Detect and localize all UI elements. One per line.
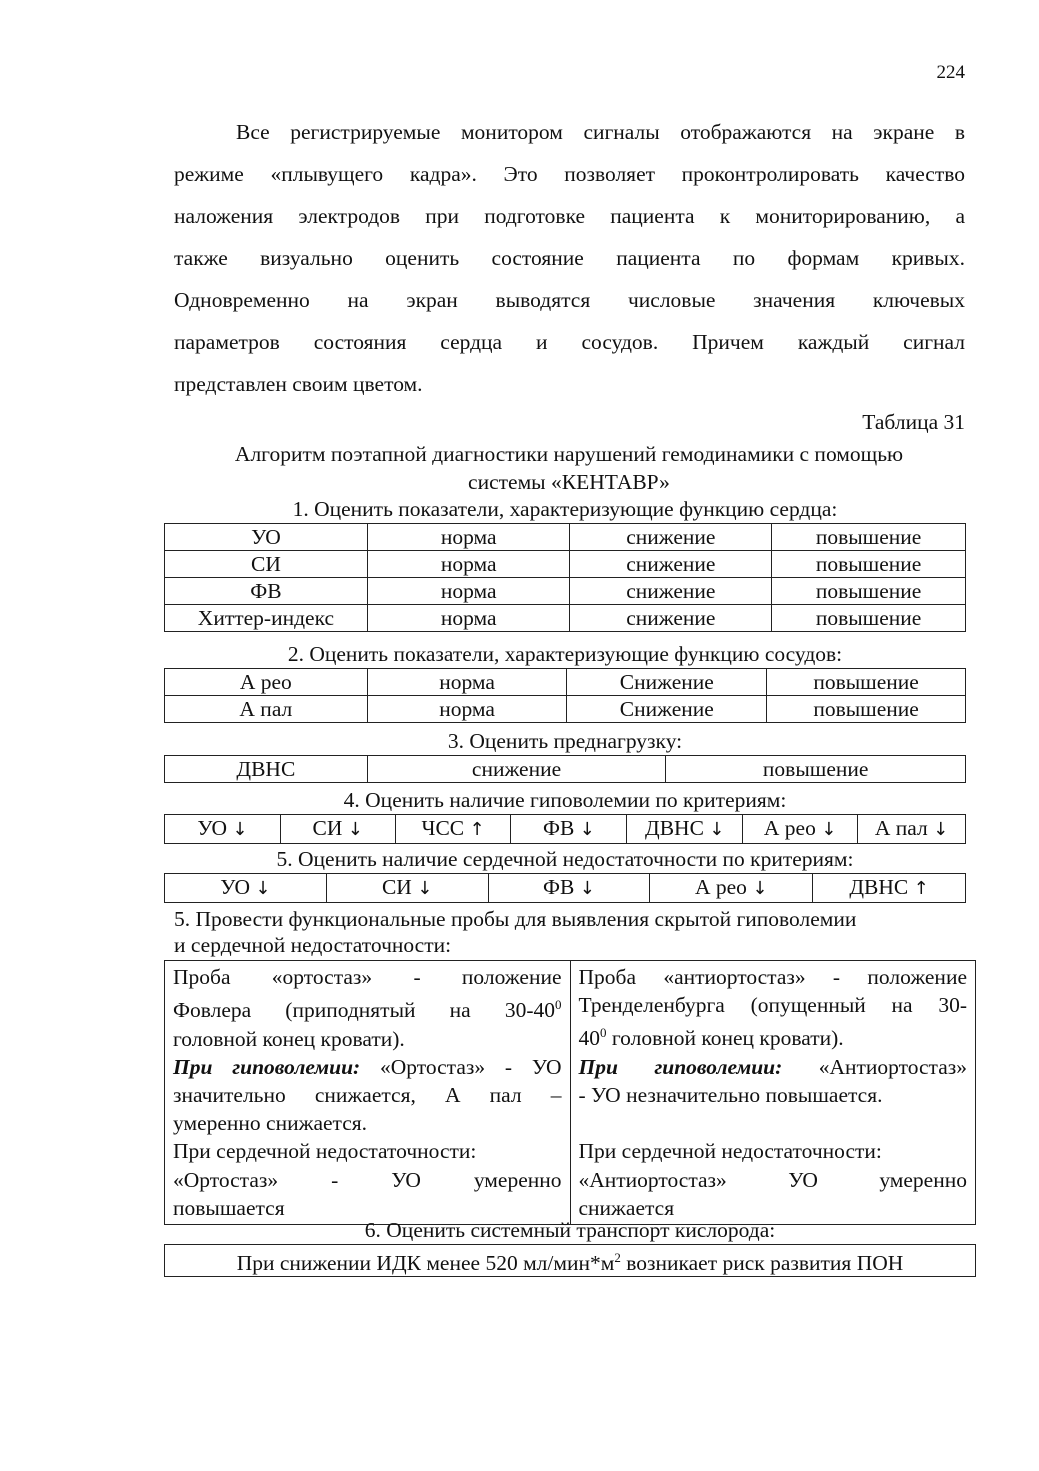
table-row bbox=[165, 524, 966, 551]
probe-line: «Ортостаз» - УО умеренно bbox=[173, 1167, 562, 1192]
probe-line: головной конец кровати). bbox=[173, 1026, 405, 1051]
probe-text: «Антиортостаз» bbox=[782, 1054, 967, 1079]
intro-line: наложения электродов при подготовке пациента к мониторированию, а bbox=[174, 204, 965, 228]
probe-line: При сердечной недостаточности: bbox=[578, 1139, 882, 1164]
table-cell bbox=[488, 874, 650, 903]
table-cell bbox=[743, 815, 858, 844]
table-cell: Снижение bbox=[567, 669, 767, 696]
intro-line: Все регистрируемые монитором сигналы отображаются на экране в bbox=[236, 120, 965, 144]
table-cell: норма bbox=[367, 669, 567, 696]
table-cell: норма bbox=[367, 605, 570, 632]
table-cell bbox=[165, 815, 281, 844]
table-title-line: Алгоритм поэтапной диагностики нарушений гемодинамики с помощью bbox=[234, 442, 904, 466]
step5b-heading-line: и сердечной недостаточности: bbox=[174, 933, 452, 957]
probe-line bbox=[173, 1053, 562, 1081]
probe-line: снижается bbox=[578, 1195, 675, 1220]
table-row bbox=[165, 815, 966, 844]
arrow-down-icon: ↓ bbox=[579, 878, 595, 899]
arrow-down-icon: ↓ bbox=[821, 819, 837, 840]
intro-paragraph bbox=[174, 111, 965, 405]
step2-heading: 2. Оценить показатели, характеризующие функцию сосудов: bbox=[287, 642, 843, 666]
table-row bbox=[165, 1245, 976, 1277]
page-number: 224 bbox=[936, 62, 965, 83]
probe-text: головной конец кровати). bbox=[606, 1026, 844, 1051]
table-cell: повышение bbox=[767, 669, 966, 696]
table-cell: снижение bbox=[570, 578, 772, 605]
hypovolemia-label: При гиповолемии: bbox=[173, 1054, 361, 1079]
table-cell: норма bbox=[367, 578, 570, 605]
degree-sup: 0 bbox=[600, 1025, 607, 1041]
table-cell bbox=[858, 815, 966, 844]
table-row bbox=[165, 605, 966, 632]
table-cell: СИ bbox=[165, 551, 368, 578]
probe-line bbox=[173, 991, 562, 1024]
intro-line: также визуально оценить состояние пациента по формам кривых. bbox=[174, 246, 965, 270]
table-cell: А пал bbox=[165, 696, 368, 723]
step1-heading: 1. Оценить показатели, характеризующие функцию сердца: bbox=[292, 497, 838, 521]
table-cell bbox=[813, 874, 966, 903]
intro-line: Одновременно на экран выводятся числовые значения ключевых bbox=[174, 288, 965, 312]
criterion-label: СИ bbox=[381, 875, 412, 899]
table-cell: повышение bbox=[666, 756, 966, 783]
table-row bbox=[165, 961, 976, 1225]
probe-line bbox=[579, 1053, 968, 1081]
step1-table bbox=[164, 523, 966, 632]
criterion-label: А рео bbox=[763, 816, 816, 840]
step4-heading: 4. Оценить наличие гиповолемии по критериям: bbox=[343, 788, 787, 812]
probe-line: Проба «ортостаз» - положение bbox=[173, 965, 562, 989]
table-cell bbox=[627, 815, 743, 844]
table-cell: А рео bbox=[165, 669, 368, 696]
probe-line: «Антиортостаз» УО умеренно bbox=[578, 1167, 967, 1192]
criterion-label: СИ bbox=[312, 816, 343, 840]
table-cell: Снижение bbox=[567, 696, 767, 723]
hypovolemia-label: При гиповолемии: bbox=[578, 1054, 783, 1079]
arrow-down-icon: ↓ bbox=[709, 819, 725, 840]
step6-text: При снижении ИДК менее 520 мл/мин*м bbox=[236, 1251, 615, 1276]
criterion-label: ФВ bbox=[542, 816, 575, 840]
step4-table bbox=[164, 814, 966, 844]
step5b-heading bbox=[174, 906, 964, 958]
table-cell: норма bbox=[367, 696, 567, 723]
table-cell: повышение bbox=[772, 605, 966, 632]
criterion-label: ЧСС bbox=[421, 816, 465, 840]
criterion-label: УО bbox=[197, 816, 227, 840]
probe-line: повышается bbox=[173, 1195, 285, 1220]
probe-line: При сердечной недостаточности: bbox=[173, 1139, 477, 1164]
arrow-down-icon: ↓ bbox=[752, 878, 768, 899]
probe-text: 40 bbox=[578, 1026, 600, 1051]
probe-line: Тренделенбурга (опущенный на 30- bbox=[578, 993, 967, 1018]
arrow-down-icon: ↓ bbox=[417, 878, 433, 899]
step3-table bbox=[164, 755, 966, 783]
probe-text: «Ортостаз» - УО bbox=[360, 1054, 562, 1079]
criterion-label: ФВ bbox=[543, 875, 575, 899]
arrow-down-icon: ↓ bbox=[255, 878, 271, 899]
table-cell: снижение bbox=[570, 524, 772, 551]
probe-table bbox=[164, 960, 976, 1225]
table-row bbox=[165, 578, 966, 605]
probe-text: Фовлера (приподнятый на 30-40 bbox=[173, 998, 555, 1023]
step2-table bbox=[164, 668, 966, 723]
table-cell: Хиттер-индекс bbox=[165, 605, 368, 632]
table-cell: ДВНС bbox=[165, 756, 368, 783]
probe-line: значительно снижается, А пал – bbox=[173, 1082, 562, 1107]
arrow-down-icon: ↓ bbox=[347, 819, 363, 840]
table-cell: снижение bbox=[570, 605, 772, 632]
criterion-label: ДВНС bbox=[645, 816, 704, 840]
criterion-label: УО bbox=[220, 875, 250, 899]
criterion-label: ДВНС bbox=[849, 875, 909, 899]
table-cell bbox=[395, 815, 511, 844]
table-row bbox=[165, 669, 966, 696]
table-cell bbox=[165, 874, 327, 903]
degree-sup: 0 bbox=[555, 997, 562, 1013]
table-row bbox=[165, 874, 966, 903]
step3-heading: 3. Оценить преднагрузку: bbox=[447, 729, 683, 753]
intro-line: параметров состояния сердца и сосудов. Причем каждый сигнал bbox=[174, 330, 965, 354]
table-cell: снижение bbox=[570, 551, 772, 578]
table-cell bbox=[511, 815, 627, 844]
blank-line bbox=[579, 1109, 968, 1137]
step6-heading: 6. Оценить системный транспорт кислорода: bbox=[364, 1218, 776, 1242]
arrow-down-icon: ↓ bbox=[933, 819, 949, 840]
probe-line: Проба «антиортостаз» - положение bbox=[578, 965, 967, 989]
table-cell: ФВ bbox=[165, 578, 368, 605]
table-cell: повышение bbox=[767, 696, 966, 723]
table-cell: норма bbox=[367, 524, 570, 551]
table-title-line: системы «КЕНТАВР» bbox=[468, 470, 670, 494]
criterion-label: А рео bbox=[694, 875, 747, 899]
table-number: Таблица 31 bbox=[862, 410, 965, 434]
antiortostaz-cell bbox=[570, 961, 976, 1225]
table-row bbox=[165, 756, 966, 783]
table-row bbox=[165, 696, 966, 723]
probe-line bbox=[579, 1019, 968, 1052]
intro-line: режиме «плывущего кадра». Это позволяет проконтролировать качество bbox=[174, 162, 965, 186]
probe-line: умеренно снижается. bbox=[173, 1111, 368, 1136]
table-cell: повышение bbox=[772, 551, 966, 578]
criterion-label: А пал bbox=[874, 816, 928, 840]
intro-line: представлен своим цветом. bbox=[174, 372, 423, 396]
table-cell: повышение bbox=[772, 578, 966, 605]
table-cell: повышение bbox=[772, 524, 966, 551]
table-cell bbox=[165, 1245, 976, 1277]
table-cell bbox=[326, 874, 488, 903]
arrow-down-icon: ↓ bbox=[232, 819, 248, 840]
table-cell: норма bbox=[367, 551, 570, 578]
probe-line: - УО незначительно повышается. bbox=[578, 1082, 883, 1107]
step5a-heading: 5. Оценить наличие сердечной недостаточности по критериям: bbox=[276, 847, 854, 871]
arrow-up-icon: ↑ bbox=[469, 819, 485, 840]
table-row bbox=[165, 551, 966, 578]
step5a-table bbox=[164, 873, 966, 903]
arrow-up-icon: ↑ bbox=[913, 878, 929, 899]
table-cell bbox=[650, 874, 813, 903]
superscript: 2 bbox=[614, 1250, 621, 1265]
table-cell: УО bbox=[165, 524, 368, 551]
arrow-down-icon: ↓ bbox=[579, 819, 595, 840]
table-title bbox=[170, 440, 968, 496]
step6-text: возникает риск развития ПОН bbox=[620, 1251, 904, 1276]
ortostaz-cell bbox=[165, 961, 571, 1225]
step5b-heading-line: 5. Провести функциональные пробы для выявления скрытой гиповолемии bbox=[174, 907, 857, 931]
step6-table bbox=[164, 1244, 976, 1277]
table-cell: снижение bbox=[367, 756, 666, 783]
table-cell bbox=[280, 815, 395, 844]
